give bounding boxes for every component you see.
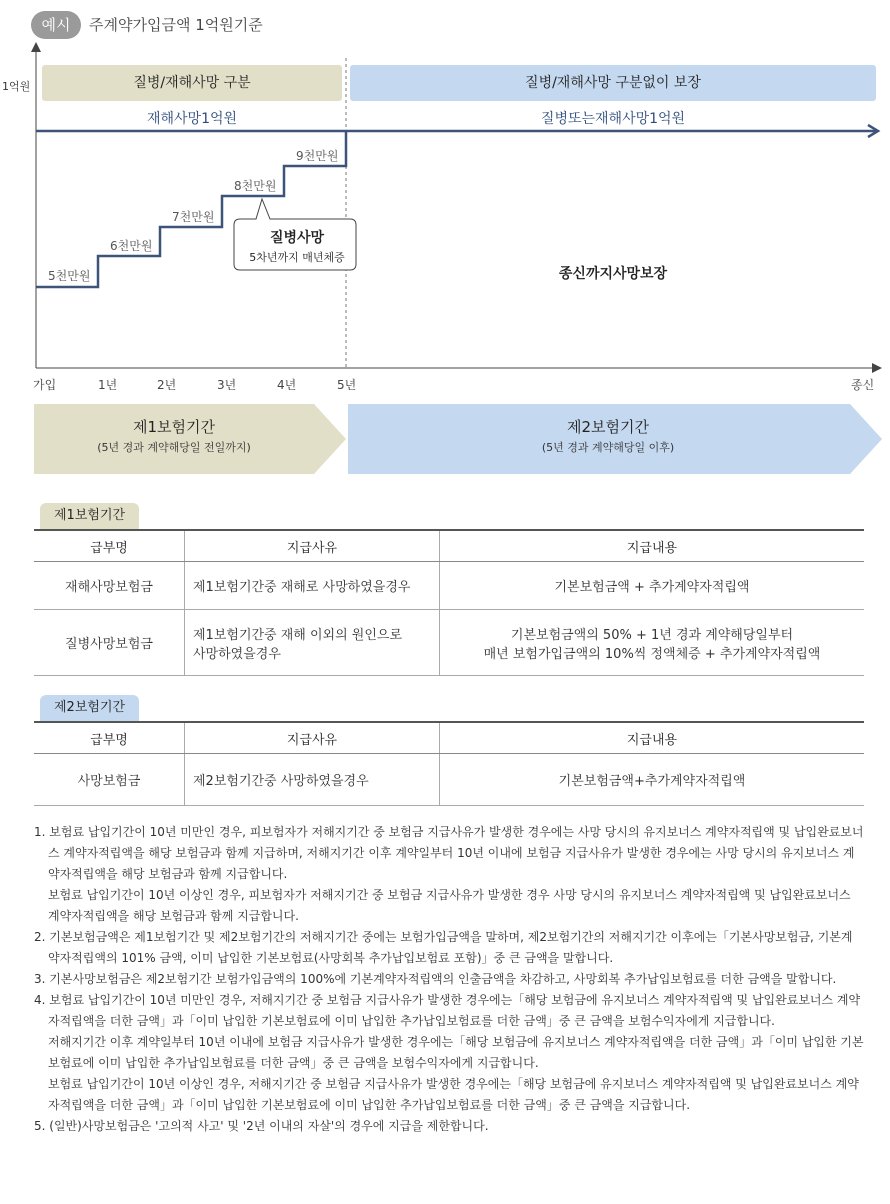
- subtitle-right: 질병또는재해사망1억원: [540, 111, 686, 127]
- table-row: [34, 562, 864, 610]
- x-tick: 2년: [157, 378, 177, 392]
- step-label: 9천만원: [296, 149, 339, 163]
- note-item: 1. 보험료 납입기간이 10년 미만인 경우, 피보험자가 저해지기간 중 보험금 지급사유가 발생한 경우에는 사망 당시의 유지보너스 계약자적립액 및 납입완료보너스 계약자적립액을 해당 보험금과 함께 지급하며, 저해지기간 이후 계약일부터 10년 이내에 보험금 지급사유가 발생한 경우에는 사망 당시의 유지보너스 계약자적립액을 해당 보험금과 함께 지급합니다.: [34, 825, 864, 881]
- band-right: 질병/재해사망 구분없이 보장: [350, 65, 876, 101]
- cell-content: [440, 610, 865, 676]
- footnotes: [34, 822, 864, 1137]
- note-item: 3. 기본사망보험금은 제2보험기간 보험가입금액의 100%에 기본계약자적립액의 인출금액을 차감하고, 사망회복 추가납입보험료를 더한 금액을 말합니다.: [34, 972, 837, 986]
- note-item: 보험료 납입기간이 10년 이상인 경우, 저해지기간 중 보험금 지급사유가 발생한 경우에는「해당 보험금에 유지보너스 계약자적립액 및 납입완료보너스 계약자적립액을 더한 금액」과「이미 납입한 기본보험료에 이미 납입한 추가납입보험료를 더한 금액」중 큰 금액을 지급합니다.: [48, 1077, 859, 1112]
- cell-name: 질병사망보험금: [34, 610, 185, 676]
- period2-title: 제2보험기간: [567, 418, 649, 436]
- col-header: 지급사유: [185, 722, 440, 754]
- table1-title: 제1보험기간: [40, 503, 139, 529]
- cell-name: 사망보험금: [34, 754, 185, 806]
- col-header: 지급내용: [440, 722, 865, 754]
- example-caption: 주계약가입금액 1억원기준: [89, 16, 263, 34]
- band-left: 질병/재해사망 구분: [42, 65, 342, 101]
- cell-content: 기본보험금액+추가계약자적립액: [440, 754, 865, 806]
- note-item: 4. 보험료 납입기간이 10년 미만인 경우, 저해지기간 중 보험금 지급사유가 발생한 경우에는「해당 보험금에 유지보너스 계약자적립액 및 납입완료보너스 계약자적립액을 더한 금액」과「이미 납입한 기본보험료에 이미 납입한 추가납입보험료를 더한 금액」중 큰 금액을 보험수익자에게 지급합니다.: [34, 993, 861, 1028]
- period1-title: 제1보험기간: [133, 418, 215, 436]
- cell-name: 재해사망보험금: [34, 562, 185, 610]
- bubble-subtitle: 5차년까지 매년체증: [249, 251, 345, 264]
- note-item: 2. 기본보험금액은 제1보험기간 및 제2보험기간의 저해지기간 중에는 보험가입금액을 말하며, 제2보험기간의 저해지기간 이후에는「기본사망보험금, 기본계약자적립액의 101% 금액, 이미 납입한 기본보험료(사망회복 추가납입보험료 포함)」중 큰 금액을 말합니다.: [34, 930, 853, 965]
- x-tick: 종신: [851, 378, 875, 392]
- y-axis-label: 1억원: [2, 80, 31, 93]
- note-item: 보험료 납입기간이 10년 이상인 경우, 피보험자가 저해지기간 중 보험금 지급사유가 발생한 경우 사망 당시의 유지보너스 계약자적립액 및 납입완료보너스 계약자적립액을 해당 보험금과 함께 지급합니다.: [48, 888, 851, 923]
- example-tag: 예시: [31, 11, 81, 39]
- x-tick: 3년: [217, 378, 237, 392]
- lifetime-coverage-note: 종신까지사망보장: [558, 266, 668, 282]
- step-label: 6천만원: [110, 239, 153, 253]
- x-tick: 가입: [33, 378, 57, 392]
- cell-reason: 제1보험기간중 재해로 사망하였을경우: [185, 562, 440, 610]
- col-header: 급부명: [34, 722, 185, 754]
- x-tick: 4년: [277, 378, 297, 392]
- step-label: 5천만원: [48, 269, 91, 283]
- cell-content: 기본보험금액 + 추가계약자적립액: [440, 562, 865, 610]
- note-item: 저해지기간 이후 계약일부터 10년 이내에 보험금 지급사유가 발생한 경우에는「해당 보험금에 유지보너스 계약자적립액을 더한 금액」과「이미 납입한 기본보험료에 이미 납입한 추가납입보험료를 더한 금액」중 큰 금액을 보험수익자에게 지급합니다.: [48, 1035, 864, 1070]
- table-row: [34, 754, 864, 806]
- step-label: 8천만원: [234, 179, 277, 193]
- period2-subtitle: (5년 경과 계약해당일 이후): [541, 441, 675, 454]
- x-tick: 5년: [337, 378, 357, 392]
- cell-content-line: 매년 보험가입금액의 10%씩 정액체증 + 추가계약자적립액: [483, 646, 821, 662]
- cell-reason: 제2보험기간중 사망하였을경우: [185, 754, 440, 806]
- table1: [34, 529, 864, 676]
- step-label: 7천만원: [172, 210, 215, 224]
- note-item: 5. (일반)사망보험금은 '고의적 사고' 및 '2년 이내의 자살'의 경우에 지급을 제한합니다.: [34, 1119, 489, 1133]
- period1-subtitle: (5년 경과 계약해당일 전일까지): [97, 441, 251, 454]
- cell-reason: [185, 610, 440, 676]
- table2-title: 제2보험기간: [40, 695, 139, 721]
- x-tick: 1년: [98, 378, 118, 392]
- col-header: 지급사유: [185, 530, 440, 562]
- table2: [34, 721, 864, 806]
- cell-content-line: 기본보험금액의 50% + 1년 경과 계약해당일부터: [510, 627, 794, 643]
- col-header: 급부명: [34, 530, 185, 562]
- subtitle-left: 재해사망1억원: [146, 111, 238, 127]
- table-row: [34, 610, 864, 676]
- cell-reason-line: 제1보험기간중 재해 이외의 원인으로: [193, 627, 403, 643]
- bubble-title: 질병사망: [269, 230, 325, 246]
- y-axis-arrow: [31, 42, 41, 52]
- col-header: 지급내용: [440, 530, 865, 562]
- cell-reason-line: 사망하였을경우: [193, 646, 281, 662]
- x-axis-arrow: [872, 363, 882, 373]
